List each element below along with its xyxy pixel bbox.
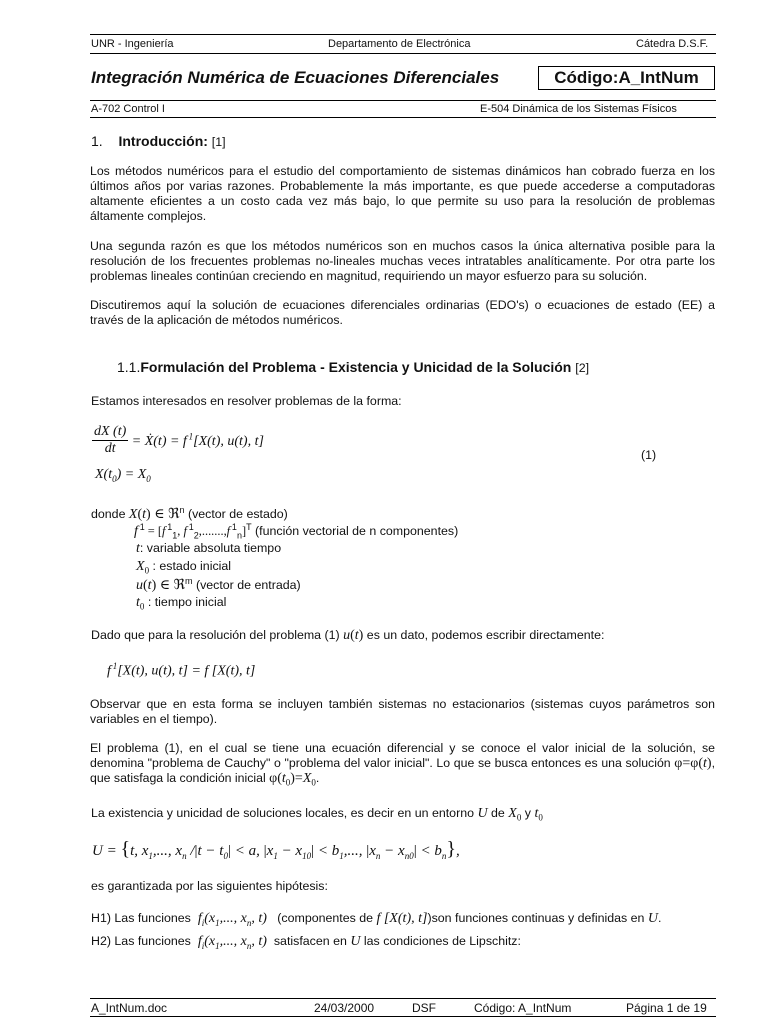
header-department: Departamento de Electrónica xyxy=(328,38,471,50)
equation-1-line-1: $\frac{dX (t)}{dt}$ = Ẋ(t) = f $^1$[X(t), u(t), t] xyxy=(94,424,264,456)
subheader-top-rule xyxy=(90,100,716,101)
equation-1-number: (1) xyxy=(641,448,657,462)
subheader-course: A-702 Control I xyxy=(91,103,165,115)
section-1-title: Introducción: xyxy=(118,133,208,149)
section-1-number: 1. xyxy=(91,133,103,149)
footer-page: Página 1 de 19 xyxy=(626,1001,707,1015)
document-title: Integración Numérica de Ecuaciones Diferenciales xyxy=(91,68,500,87)
f-definition-line: f $^1$ = [f $^1_1$, f $^1_2$,.......,f $^1_n$]$^T$ (función vectorial de n componentes) xyxy=(134,522,459,541)
footer-code: Código: A_IntNum xyxy=(474,1001,572,1015)
header-top-rule xyxy=(90,34,716,35)
section-1-1-title: Formulación del Problema - Existencia y Unicidad de la Solución xyxy=(140,359,572,375)
u-definition-line: u(t) ∈ ℜ$^m$ (vector de entrada) xyxy=(136,576,301,594)
header-rule xyxy=(90,53,716,54)
section-1-1-number: 1.1. xyxy=(117,359,141,375)
section-1-ref: [1] xyxy=(211,135,226,149)
equation-1-line-2: $X(t_0) = X_0$ xyxy=(95,467,151,484)
garantizada-text: es garantizada por las siguientes hipótesis: xyxy=(91,879,328,893)
footer-file: A_IntNum.doc xyxy=(91,1001,168,1015)
section-1-1-heading xyxy=(117,359,589,375)
equation-U-set: U = {t, $x_1$,..., $x_n$ $/|t - t_0| < a$, $|x_1 - x_{10}| < b_1$,..., $|x_n - x_{n0}| < b_n$}, xyxy=(92,838,460,861)
code-box: Código:A_IntNum xyxy=(538,66,715,90)
hypothesis-h2: H2) Las funciones $f_i(x_1$,..., $x_n$, t) satisfacen en U las condiciones de Lipschitz: xyxy=(91,934,521,951)
paragraph-intro-2: Una segunda razón es que los métodos numéricos son en muchos casos la única alternativa posible para la resolución de los frecuentes problemas no-lineales muchas veces intratables analíticamente. Por otra parte los problemas lineales continúan creciendo en magnitud, requiriendo un mayor esfuerzo para su solución. xyxy=(90,239,715,283)
subheader-subject: E-504 Dinámica de los Sistemas Físicos xyxy=(480,103,677,115)
footer-date: 24/03/2000 xyxy=(314,1001,375,1015)
section-1-1-ref: [2] xyxy=(575,361,590,375)
footer-dept: DSF xyxy=(412,1001,436,1015)
paragraph-intro-1: Los métodos numéricos para el estudio del comportamiento de sistemas dinámicos han cobrado fuerza en los últimos años por varias razones. Probablemente la más importante, es que puede accederse a computadoras altamente eficientes a un costo cada vez más bajo, lo que permite su uso para la resolución de problemas áltamente complejos. xyxy=(90,164,715,223)
x0-definition-line: $X_0$ : estado inicial xyxy=(136,559,232,576)
dado-line: Dado que para la resolución del problema (1) u(t) es un dato, podemos escribir directamente: xyxy=(91,628,605,643)
t0-definition-line: $t_0$ : tiempo inicial xyxy=(136,595,227,612)
header-university: UNR - Ingeniería xyxy=(91,38,174,50)
footer-bottom-rule xyxy=(90,1016,716,1017)
intro-form-text: Estamos interesados en resolver problemas de la forma: xyxy=(91,394,402,408)
hypothesis-h1: H1) Las funciones $f_i(x_1$,..., $x_n$, t) (componentes de f [X(t), t])son funciones continuas y definidas en U. xyxy=(91,911,662,928)
paragraph-intro-3: Discutiremos aquí la solución de ecuaciones diferenciales ordinarias (EDO's) o ecuaciones de estado (EE) a través de la aplicación de métodos numéricos. xyxy=(90,298,715,327)
section-1-heading xyxy=(91,133,226,149)
equation-f-simplified: f $^1$[X(t), u(t), t] = f [X(t), t] xyxy=(107,661,256,679)
subheader-rule xyxy=(90,117,716,118)
existencia-line: La existencia y unicidad de soluciones locales, es decir en un entorno U de $X_0$ y $t_0$ xyxy=(91,806,543,823)
donde-line: donde X(t) ∈ ℜ$^n$ (vector de estado) xyxy=(91,505,288,523)
header-chair: Cátedra D.S.F. xyxy=(636,38,709,50)
paragraph-problema: El problema (1), en el cual se tiene una ecuación diferencial y se conoce el valor inicial de la solución, se denomina "problema de Cauchy" o "problema del valor inicial". Lo que se busca entonces es una solución φ=φ(t), que satisfaga la condición inicial $\varphi(t_0)=X_0$. xyxy=(90,741,715,788)
paragraph-observar: Observar que en esta forma se incluyen también sistemas no estacionarios (sistemas cuyos parámetros son variables en el tiempo). xyxy=(90,697,715,726)
t-definition-line: t: variable absoluta tiempo xyxy=(136,541,282,556)
footer-rule xyxy=(90,998,716,999)
